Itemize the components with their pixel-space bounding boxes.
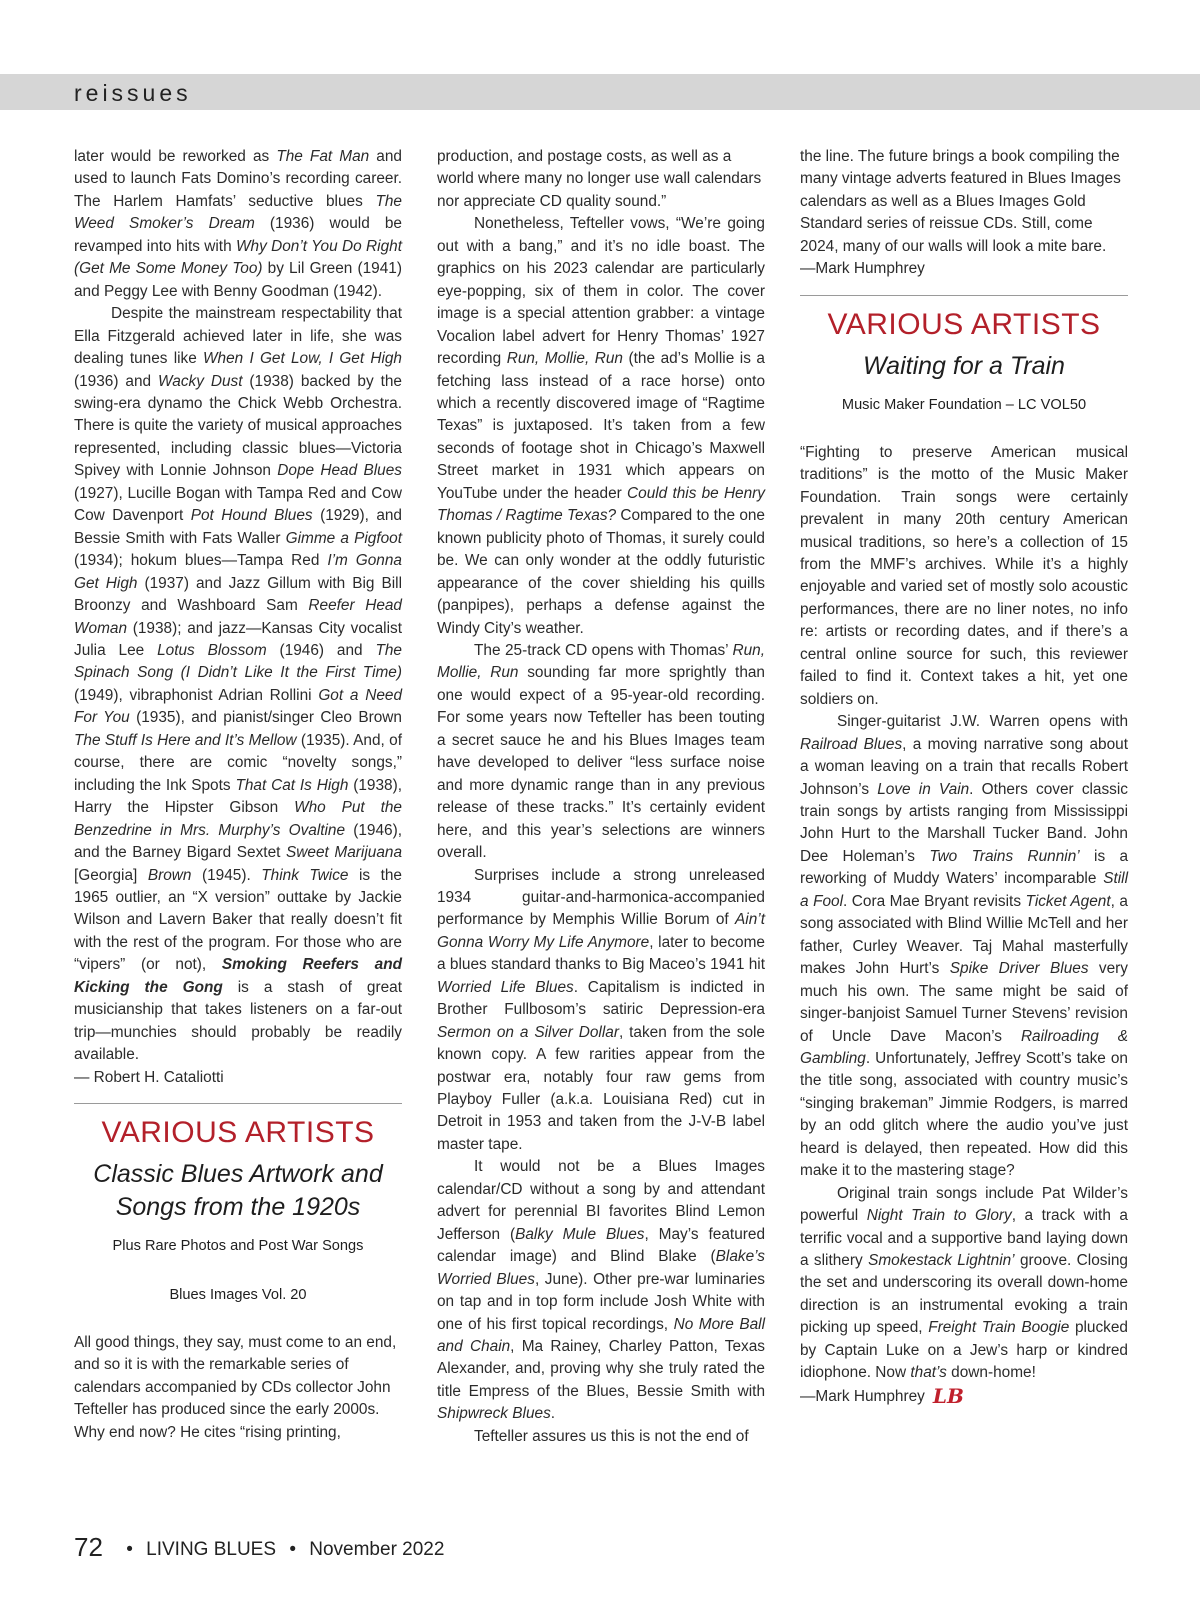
body-text: Compared to the one known publicity photo of Thomas, it surely could be. We can only wonder at the oddly futuristic appearance of the cover shielding his quills (panpipes), perhaps a defense against the Windy City’s weather. <box>437 507 765 637</box>
title-text: Still a Fool <box>800 870 1128 910</box>
col2-paragraph-2 <box>437 213 765 640</box>
title-text: Gimme a Pigfoot <box>285 529 402 547</box>
title-text: Lotus Blossom <box>157 641 267 659</box>
section-banner <box>0 74 1200 110</box>
col2-paragraph-1 <box>437 146 765 213</box>
body-text: (1938), Harry the Hipster Gibson <box>74 776 403 817</box>
title-text: Railroading & Gambling <box>800 1027 1129 1067</box>
body-text: (1935), and pianist/singer Cleo Brown <box>129 709 402 727</box>
body-text: production, and postage costs, as well as a world where many no longer use wall calendars nor appreciate CD quality sound.” <box>437 148 762 210</box>
body-text: “Fighting to preserve American musical traditions” is the motto of the Music Maker Foundation. Train songs were certainly prevalent in many 20th century American musical traditions, so here’s a collection of 15 from the MMF’s archives. While it’s a highly enjoyable and varied set of mostly solo acoustic performances, there are no liner notes, no info re: artists or recording dates, and if there’s a central online source for such, this reviewer failed to find it. Context takes a hit, yet one soldiers on. <box>800 443 1128 708</box>
title-text: Smokestack Lightnin’ <box>868 1252 1015 1270</box>
title-text: When I Get Low, I Get High <box>203 350 402 368</box>
title-text: Could this be Henry Thomas / Ragtime Texas? <box>437 484 765 525</box>
body-text: Despite the mainstream respectability that Ella Fitzgerald achieved later in life, she was dealing tunes like <box>74 305 402 368</box>
body-text: Surprises include a strong unreleased 1934 guitar-and-harmonica-accompanied performance by Memphis Willie Borum of <box>437 866 765 929</box>
body-text: is a reworking of Muddy Waters’ incomparable <box>800 847 1129 888</box>
column-1 <box>74 146 402 1444</box>
body-text: (1927), Lucille Bogan with Tampa Red and Cow Cow Davenport <box>74 484 402 525</box>
title-text: Got a Need For You <box>74 686 402 727</box>
body-text: (the ad’s Mollie is a fetching lass instead of a race horse) onto which a recently discovered image of “Ragtime Texas” is juxtaposed. It’s taken from a few seconds of footage shot in Chicago’s Maxwell Street market in 1931 which appears on YouTube under the header <box>437 350 765 502</box>
body-text: (1949), vibraphonist Adrian Rollini <box>74 686 319 704</box>
body-text: (1929), and Bessie Smith with Fats Waller <box>74 507 402 547</box>
title-text: That Cat Is High <box>235 776 349 794</box>
body-text: sounding far more sprightly than one would expect of a 95-year-old recording. For some years now Tefteller has been touting a secret sauce he and his Blues Images team have developed to deliver “less surface noise and more dynamic range than in any previous release of these tracks.” It’s certainly evident here, and this year’s selections are winners overall. <box>437 664 765 862</box>
col2-paragraph-4 <box>437 865 765 1157</box>
body-text: , May’s featured calendar image) and Blind Blake ( <box>437 1225 766 1266</box>
title-text: Blake’s Worried Blues <box>437 1248 765 1288</box>
title-text: The Weed Smoker’s Dream <box>74 192 402 233</box>
title-text: Love in Vain <box>877 780 970 798</box>
title-text: Pot Hound Blues <box>190 507 313 525</box>
title-text: that’s <box>910 1364 947 1382</box>
body-text: is a stash of great musicianship that takes listeners on a far-out trip—munchies should probably be readily available. <box>74 978 402 1064</box>
body-text: , a song associated with Blind Willie McTell and her father, Curley Weaver. Taj Mahal masterfully makes John Hurt’s <box>800 892 1128 978</box>
column-2 <box>437 146 765 1448</box>
title-text: Who Put the Benzedrine in Mrs. Murphy’s Ovaltine <box>74 799 402 839</box>
byline-humphrey-2 <box>800 1385 1128 1408</box>
body-text: [Georgia] <box>74 866 148 884</box>
body-text: groove. Closing the set and underscoring its overall down-home direction is an instrumental evoking a train picking up speed, <box>800 1252 1128 1337</box>
body-text: (1938); and jazz—Kansas City vocalist Julia Lee <box>74 619 402 659</box>
separator-dot: • <box>289 1539 296 1560</box>
col1-paragraph-3 <box>74 1332 402 1444</box>
col3-paragraph-2 <box>800 442 1128 711</box>
byline-humphrey-1: —Mark Humphrey <box>800 260 925 278</box>
title-text: Smoking Reefers and Kicking the Gong <box>74 956 402 996</box>
body-text: (1938) backed by the swing-era dynamo the Chick Webb Orchestra. There is quite the variety of musical approaches represented, including classic blues—Victoria Spivey with Lonnie Johnson <box>74 372 402 480</box>
section-label: reissues <box>74 80 192 106</box>
title-text: Balky Mule Blues <box>515 1225 645 1243</box>
title-text: Why Don’t You Do Right (Get Me Some Money Too) <box>74 237 402 278</box>
section-divider <box>800 295 1128 296</box>
title-text: Brown <box>147 866 192 884</box>
body-text: , a track with a terrific vocal and a supportive band laying down a slithery <box>800 1207 1128 1270</box>
title-text: Dope Head Blues <box>277 462 402 480</box>
review-artist: VARIOUS ARTISTS <box>101 1116 375 1150</box>
title-text: No More Ball and Chain <box>437 1315 765 1356</box>
body-text: very much his own. The same might be said of singer-banjoist Samuel Turner Stevens’ revision of Uncle Dave Macon’s <box>800 960 1128 1045</box>
body-text: . <box>550 1405 556 1423</box>
body-text: , Ma Rainey, Charley Patton, Texas Alexander, and, proving why she truly rated the title Empress of the Blues, Bessie Smith with <box>437 1338 765 1400</box>
body-text: Original train songs include Pat Wilder’s powerful <box>800 1184 1128 1225</box>
review-label: Blues Images Vol. 20 <box>169 1287 307 1304</box>
body-text: (1937) and Jazz Gillum with Big Bill Broonzy and Washboard Sam <box>74 574 402 615</box>
title-text: The Stuff Is Here and It’s Mellow <box>74 731 297 749</box>
title-text: The Fat Man <box>276 148 370 165</box>
body-text: and used to launch Fats Domino’s recording career. The Harlem Hamfats’ seductive blues <box>74 148 402 210</box>
col1-paragraph-1 <box>74 146 402 303</box>
col1-paragraph-2 <box>74 303 402 1066</box>
title-text: I’m Gonna Get High <box>74 552 402 592</box>
body-text: Singer-guitarist J.W. Warren opens with <box>837 713 1128 731</box>
title-text: Shipwreck Blues <box>437 1405 551 1423</box>
title-text: Ticket Agent <box>1025 892 1111 910</box>
body-text: (1934); hokum blues—Tampa Red <box>74 552 328 570</box>
col3-paragraph-1 <box>800 146 1128 258</box>
body-text: (1945). <box>191 866 262 884</box>
body-text: Nonetheless, Tefteller vows, “We’re going out with a bang,” and it’s no idle boast. The graphics on his 2023 calendar are particularly eye-popping, six of them in color. The cover image is a special attention grabber: a vintage Vocalion label advert for Henry Thomas’ 1927 recording <box>437 215 765 368</box>
review-label: Music Maker Foundation – LC VOL50 <box>841 396 1087 413</box>
col2-paragraph-5 <box>437 1156 765 1425</box>
body-text: Tefteller assures us this is not the end of <box>474 1427 749 1445</box>
review-subtitle: Plus Rare Photos and Post War Songs <box>112 1238 364 1255</box>
byline-text: —Mark Humphrey <box>800 1387 925 1405</box>
review-artist: VARIOUS ARTISTS <box>827 307 1101 341</box>
title-text: Spike Driver Blues <box>949 960 1089 978</box>
body-text: plucked by Captain Luke on a Jew’s harp or kindred idiophone. Now <box>800 1319 1128 1382</box>
body-text: , taken from the sole known copy. A few rarities appear from the postwar era, notably four raw gems from Playboy Fuller (a.k.a. Louisiana Red) cut in Detroit in 1953 and taken from the J-V-B label master tape. <box>437 1023 765 1153</box>
title-text: Run, Mollie, Run <box>506 350 623 368</box>
review-album-title: Waiting for a Train <box>863 351 1065 380</box>
body-text: . Unfortunately, Jeffrey Scott’s take on the title song, associated with country music’s “singing brakeman” Jimmie Rodgers, is marred by an odd glitch where the audio you’ve just heard is delayed, then repeated. How did this make it to the mastering stage? <box>800 1049 1128 1180</box>
col3-paragraph-3 <box>800 711 1128 1183</box>
body-text: (1946), and the Barney Bigard Sextet <box>74 821 402 862</box>
body-text: down-home! <box>946 1364 1036 1382</box>
title-text: The Spinach Song (I Didn’t Like It the First Time) <box>74 641 402 682</box>
living-blues-logo-icon: LB <box>932 1383 964 1408</box>
review-album-title: Classic Blues Artwork and Songs from the 1920s <box>93 1160 383 1222</box>
body-text: the line. The future brings a book compiling the many vintage adverts featured in Blues Images calendars as well as a Blues Images Gold Standard series of reissue CDs. Still, come 2024, many of our walls will look a mite bare. <box>800 148 1121 255</box>
title-text: Freight Train Boogie <box>928 1319 1070 1337</box>
body-text: (1946) and <box>266 641 376 659</box>
body-text: later would be reworked as <box>74 148 277 165</box>
title-text: Worried Life Blues <box>437 978 574 996</box>
body-text: (1935). And, of course, there are comic “novelty songs,” including the Ink Spots <box>74 731 402 794</box>
body-text: . Capitalism is indicted in Brother Fullbosom’s satiric Depression-era <box>437 978 765 1019</box>
title-text: Ain’t Gonna Worry My Life Anymore <box>437 911 765 951</box>
column-3 <box>800 146 1128 1408</box>
body-text: by Lil Green (1941) and Peggy Lee with Benny Goodman (1942). <box>74 260 402 300</box>
body-text: The 25-track CD opens with Thomas’ <box>474 641 733 659</box>
title-text: Run, Mollie, Run <box>437 641 765 682</box>
title-text: Sweet Marijuana <box>286 844 403 862</box>
title-text: Wacky Dust <box>158 372 243 390</box>
body-text: , June). Other pre-war luminaries on tap and in top form include Josh White with one of his first topical recordings, <box>437 1270 766 1333</box>
col2-paragraph-6 <box>437 1426 765 1448</box>
body-text: is the 1965 outlier, an “X version” outtake by Jackie Wilson and Lavern Baker that really doesn’t fit with the rest of the program. For those who are “vipers” (or not), <box>74 866 402 974</box>
col3-paragraph-4 <box>800 1183 1128 1385</box>
title-text: Sermon on a Silver Dollar <box>437 1023 619 1041</box>
body-text: All good things, they say, must come to an end, and so it is with the remarkable series of calendars accompanied by CDs collector John Tefteller has produced since the early 2000s. Why end now? He cites “rising printing, <box>74 1334 397 1441</box>
body-text: (1936) would be revamped into hits with <box>74 215 402 255</box>
col2-paragraph-3 <box>437 640 765 865</box>
body-text: , later to become a blues standard thanks to Big Maceo’s 1941 hit <box>437 933 765 974</box>
page-footer <box>74 1532 444 1563</box>
body-text: . Cora Mae Bryant revisits <box>843 892 1026 910</box>
body-text: (1936) and <box>74 372 159 390</box>
title-text: Two Trains Runnin’ <box>929 847 1080 865</box>
body-text: . Others cover classic train songs by artists ranging from Mississippi John Hurt to the Marshall Tucker Band. John Dee Holeman’s <box>800 780 1128 865</box>
title-text: Night Train to Glory <box>866 1207 1012 1225</box>
section-divider <box>74 1103 402 1104</box>
body-text: , a moving narrative song about a woman leaving on a train that recalls Robert Johnson’s <box>800 735 1129 798</box>
byline-cataliotti: — Robert H. Cataliotti <box>74 1068 224 1086</box>
body-text: It would not be a Blues Images calendar/CD without a song by and attendant advert for perennial BI favorites Blind Lemon Jefferson ( <box>437 1158 765 1243</box>
title-text: Reefer Head Woman <box>74 597 402 637</box>
page-number: 72 <box>74 1532 103 1562</box>
issue-date: November 2022 <box>309 1539 445 1560</box>
separator-dot: • <box>126 1539 133 1560</box>
title-text: Think Twice <box>261 866 349 884</box>
magazine-name: LIVING BLUES <box>146 1539 277 1560</box>
title-text: Railroad Blues <box>800 735 903 753</box>
